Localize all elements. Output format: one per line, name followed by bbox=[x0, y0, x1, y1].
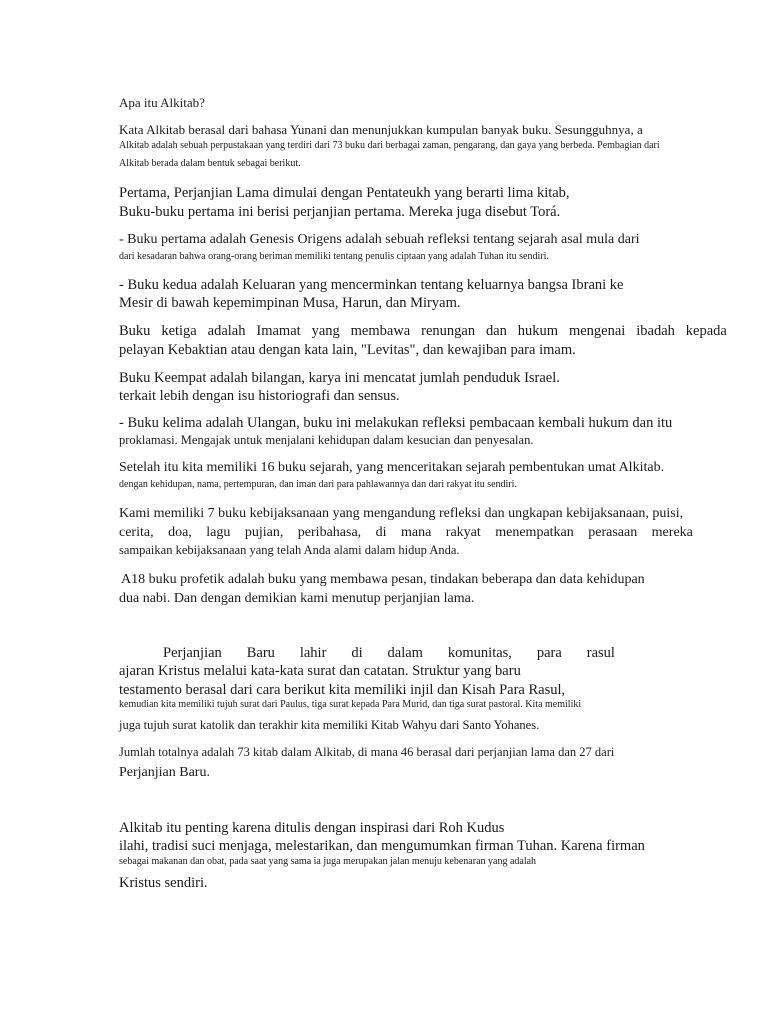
doc-title: Apa itu Alkitab? bbox=[119, 95, 205, 110]
penting-line-3: sebagai makanan dan obat, pada saat yang sama ia juga merupakan jalan menuju kebenaran yang adalah bbox=[119, 856, 537, 867]
intro-line-3: Alkitab berada dalam bentuk sebagai berikut. bbox=[119, 158, 301, 169]
bilangan-line-1: Buku Keempat adalah bilangan, karya ini mencatat jumlah penduduk Israel. bbox=[119, 370, 560, 386]
ulangan-line-2: proklamasi. Mengajak untuk menjalani kehidupan dalam kesucian dan penyesalan. bbox=[119, 433, 534, 447]
pb-line-3: testamento berasal dari cara berikut kita memiliki injil dan Kisah Para Rasul, bbox=[119, 682, 566, 698]
pb-line-2: ajaran Kristus melalui kata-kata surat dan catatan. Struktur yang baru bbox=[119, 663, 521, 679]
profetik-line-1: A18 buku profetik adalah buku yang membawa pesan, tindakan beberapa dan data kehidupan bbox=[121, 572, 645, 587]
pb-line-1: Perjanjian Baru lahir di dalam komunitas, para rasul bbox=[163, 645, 615, 661]
bilangan-line-2: terkait lebih dengan isu historiografi dan sensus. bbox=[119, 388, 400, 404]
kebijaksanaan-line-2: cerita, doa, lagu pujian, peribahasa, di mana rakyat menempatkan perasaan mereka bbox=[119, 525, 693, 540]
pb-line-5: juga tujuh surat katolik dan terakhir kita memiliki Kitab Wahyu dari Santo Yohanes. bbox=[119, 718, 540, 732]
pl-line-1: Pertama, Perjanjian Lama dimulai dengan Pentateukh yang berarti lima kitab, bbox=[119, 185, 570, 201]
pl-line-2: Buku-buku pertama ini berisi perjanjian pertama. Mereka juga disebut Torá. bbox=[119, 204, 561, 220]
ulangan-line-1: - Buku kelima adalah Ulangan, buku ini melakukan refleksi pembacaan kembali hukum dan itu bbox=[119, 415, 673, 431]
kebijaksanaan-line-1: Kami memiliki 7 buku kebijaksanaan yang mengandung refleksi dan ungkapan kebijaksanaan, puisi, bbox=[119, 506, 684, 521]
pb-line-4: kemudian kita memiliki tujuh surat dari Paulus, tiga surat kepada Para Murid, dan tiga surat pastoral. Kita memiliki bbox=[119, 699, 582, 710]
jumlah-line-2: Perjanjian Baru. bbox=[119, 765, 210, 780]
penting-line-2: ilahi, tradisi suci menjaga, melestarikan, dan mengumumkan firman Tuhan. Karena firman bbox=[119, 838, 645, 854]
keluaran-line-1: - Buku kedua adalah Keluaran yang mencerminkan tentang keluarnya bangsa Ibrani ke bbox=[119, 277, 624, 293]
intro-line-2: Alkitab adalah sebuah perpustakaan yang terdiri dari 73 buku dari berbagai zaman, pengarang, dan gaya yang berbeda. Pembagian dari bbox=[119, 140, 660, 151]
kejadian-line-2: dari kesadaran bahwa orang-orang beriman memiliki tentang penulis ciptaan yang adalah Tuhan itu sendiri. bbox=[119, 251, 549, 262]
sejarah-line-1: Setelah itu kita memiliki 16 buku sejarah, yang menceritakan sejarah pembentukan umat Alkitab. bbox=[119, 460, 665, 475]
penting-line-1: Alkitab itu penting karena ditulis dengan inspirasi dari Roh Kudus bbox=[119, 820, 505, 836]
jumlah-line-1: Jumlah totalnya adalah 73 kitab dalam Alkitab, di mana 46 berasal dari perjanjian lama dan 27 dari bbox=[119, 745, 615, 759]
kejadian-line-1: - Buku pertama adalah Genesis Origens adalah sebuah refleksi tentang sejarah asal mula dari bbox=[119, 232, 640, 247]
kebijaksanaan-line-3: sampaikan kebijaksanaan yang telah Anda alami dalam hidup Anda. bbox=[119, 543, 460, 557]
keluaran-line-2: Mesir di bawah kepemimpinan Musa, Harun, dan Miryam. bbox=[119, 295, 461, 311]
sejarah-line-2: dengan kehidupan, nama, pertempuran, dan iman dari para pahlawannya dan dari rakyat itu sendiri. bbox=[119, 479, 517, 490]
imamat-line-2: pelayan Kebaktian atau dengan kata lain, "Levitas", dan kewajiban para imam. bbox=[119, 342, 576, 358]
penting-line-4: Kristus sendiri. bbox=[119, 875, 208, 891]
profetik-line-2: dua nabi. Dan dengan demikian kami menutup perjanjian lama. bbox=[119, 591, 475, 606]
intro-line-1: Kata Alkitab berasal dari bahasa Yunani dan menunjukkan kumpulan banyak buku. Sesungguhnya, a bbox=[119, 122, 643, 137]
imamat-line-1: Buku ketiga adalah Imamat yang membawa renungan dan hukum mengenai ibadah kepada bbox=[119, 323, 727, 339]
